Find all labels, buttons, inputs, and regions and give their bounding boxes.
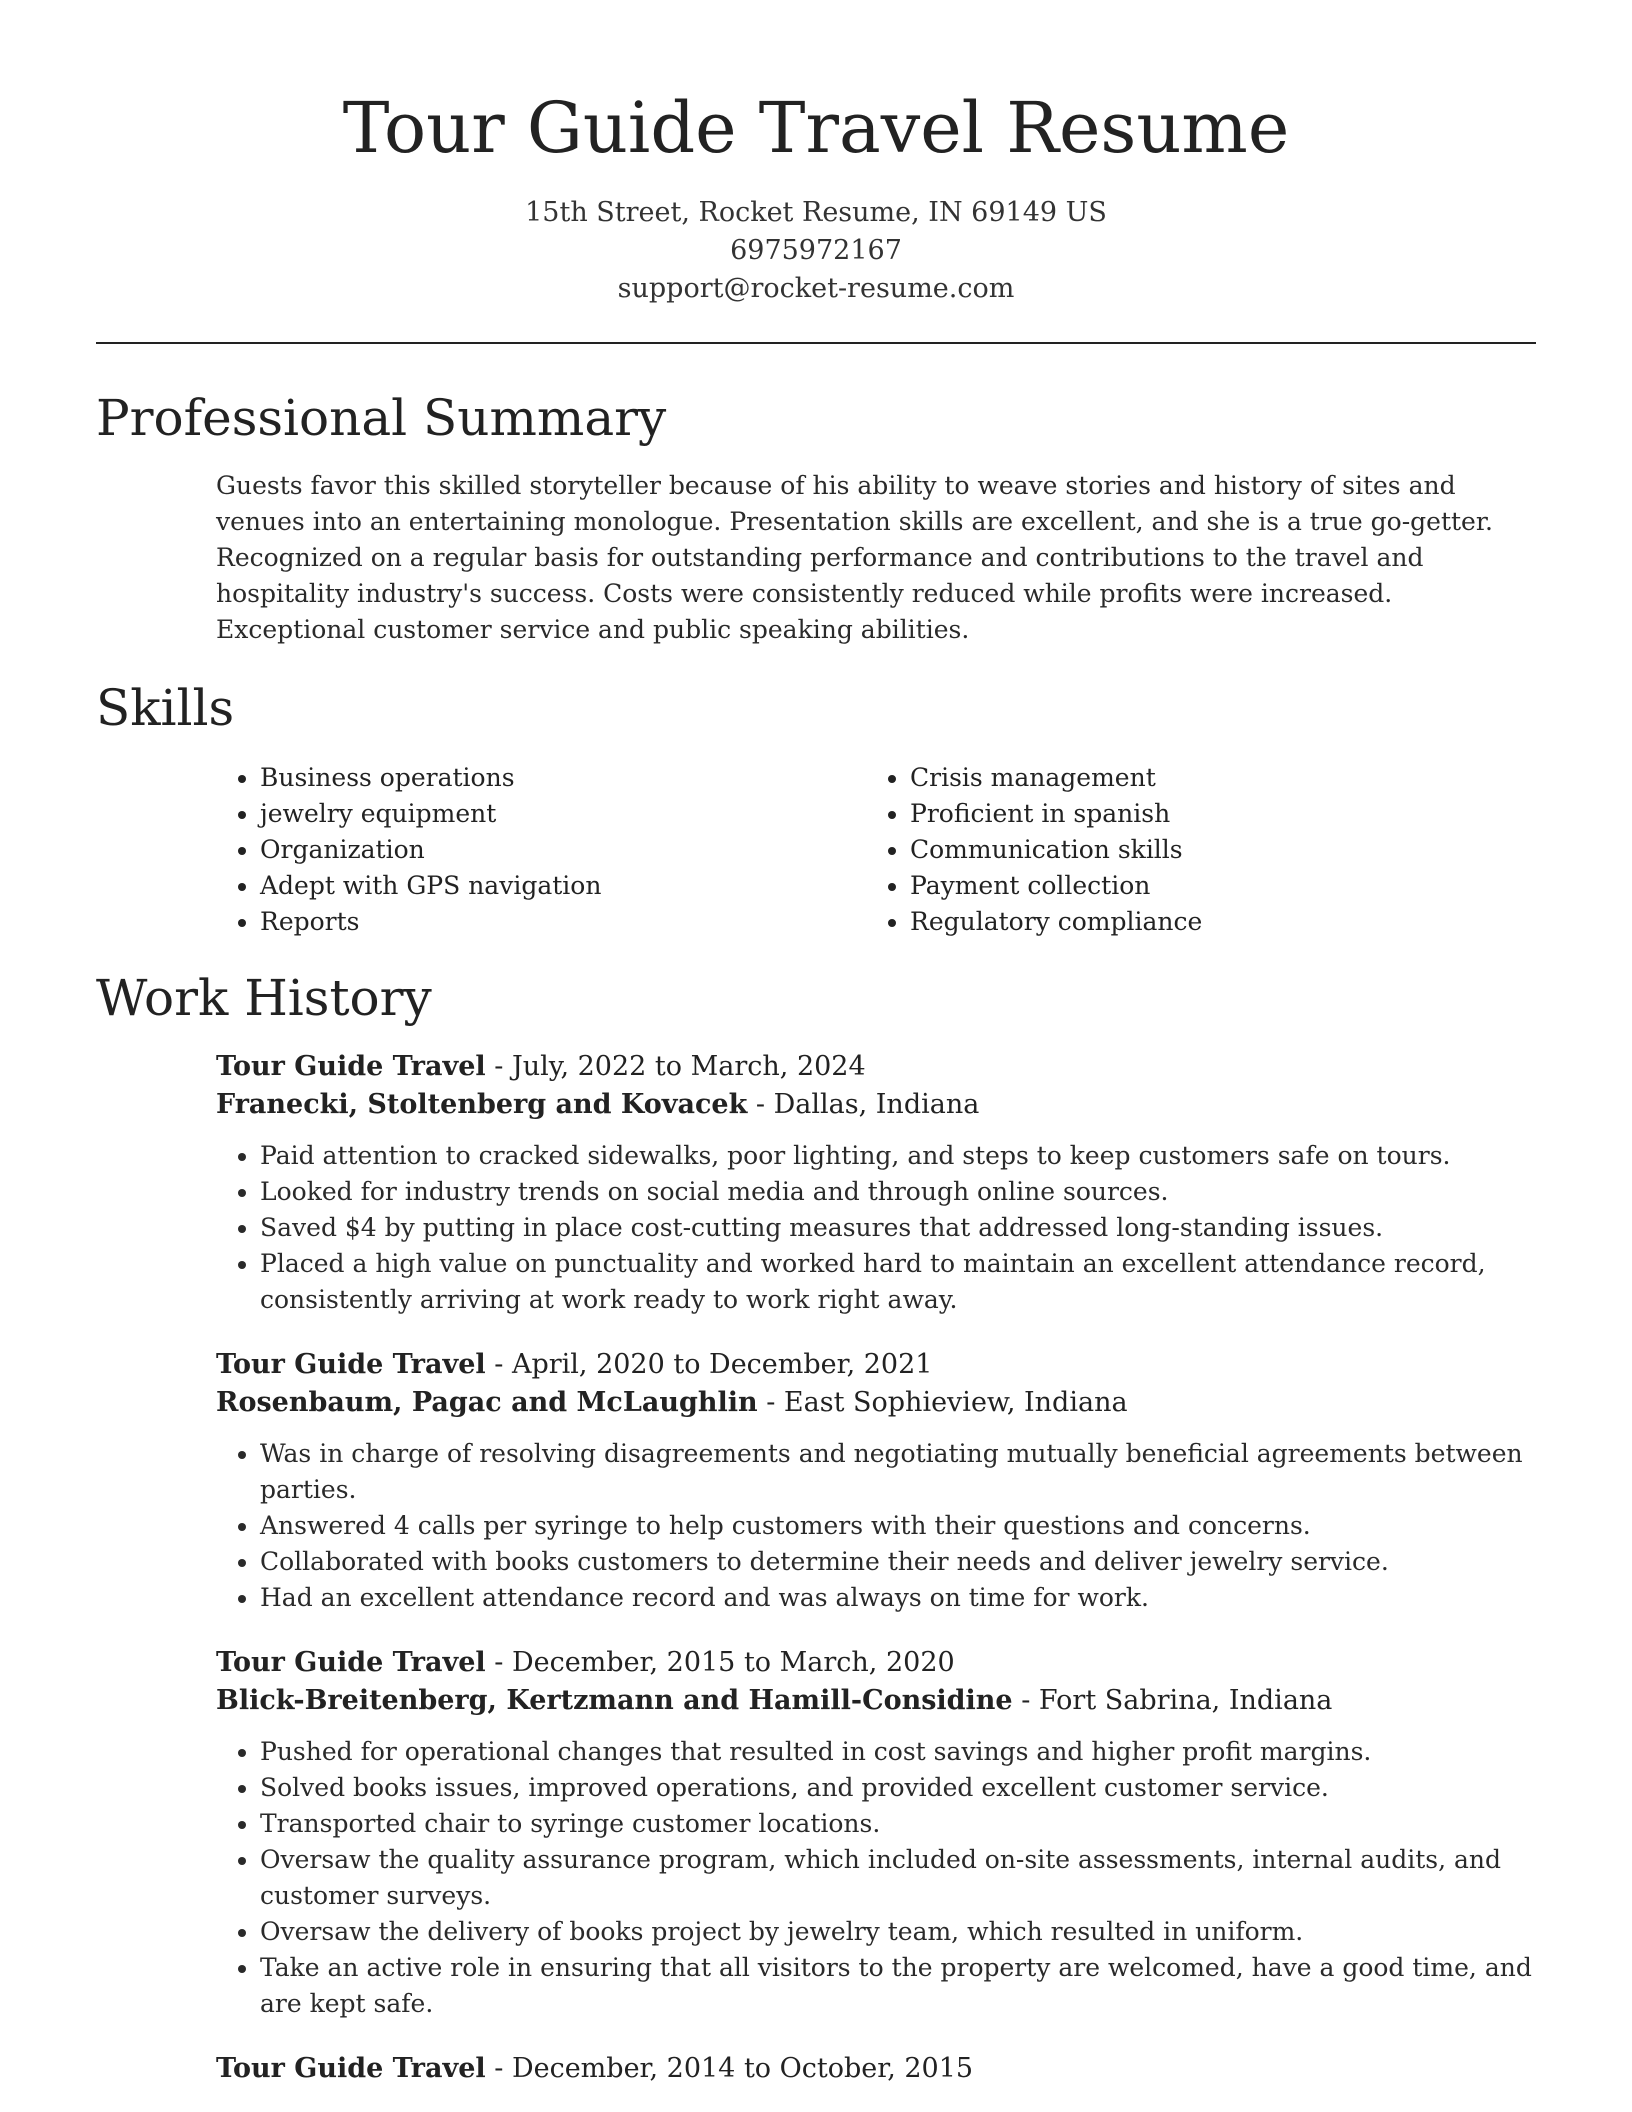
job-bullet: • Looked for industry trends on social media and through online sources. [260,1174,1536,1210]
job-location: Dallas, Indiana [773,1089,980,1120]
job-bullet: • Answered 4 calls per syringe to help customers with their questions and concerns. [260,1508,1536,1544]
job-company: Blick-Breitenberg, Kertzmann and Hamill-Considine [216,1685,1013,1716]
job-bullet: • Take an active role in ensuring that all visitors to the property are welcomed, have a good time, and are kept safe. [260,1950,1536,2022]
separator: - [494,2053,512,2084]
job-title-line [216,1346,1536,1384]
job-dates: April, 2020 to December, 2021 [511,1349,933,1380]
skill-item: • Proficient in spanish [910,796,1510,832]
skill-item: • Crisis management [910,760,1510,796]
job-bullet: • Paid attention to cracked sidewalks, poor lighting, and steps to keep customers safe on tours. [260,1138,1536,1174]
job-bullet: • Solved books issues, improved operations, and provided excellent customer service. [260,1770,1536,1806]
separator: - [494,1349,512,1380]
job-bullet: • Had an excellent attendance record and was always on time for work. [260,1580,1536,1616]
job-dates: December, 2014 to October, 2015 [511,2053,974,2084]
job-title-line [216,2050,1536,2088]
job-bullet: • Collaborated with books customers to determine their needs and deliver jewelry service. [260,1544,1536,1580]
job-location: Fort Sabrina, Indiana [1038,1685,1333,1716]
job-title-line [216,1644,1536,1682]
separator: - [766,1387,784,1418]
job-location: East Sophieview, Indiana [783,1387,1128,1418]
job-role: Tour Guide Travel [216,2053,486,2084]
skill-item: • Organization [260,832,866,868]
job-bullet: • Oversaw the delivery of books project by jewelry team, which resulted in uniform. [260,1914,1536,1950]
skill-item: • Adept with GPS navigation [260,868,866,904]
header-divider [96,342,1536,344]
job-bullet: • Transported chair to syringe customer locations. [260,1806,1536,1842]
contact-block [0,194,1632,308]
job-bullets [216,1734,1536,2022]
separator: - [755,1089,774,1120]
job-dates: July, 2022 to March, 2024 [511,1051,866,1082]
job-company-line [216,1384,1536,1422]
job-bullets [216,1138,1536,1318]
contact-email: support@rocket-resume.com [617,273,1015,304]
job-role: Tour Guide Travel [216,1051,486,1082]
skill-item: • Communication skills [910,832,1510,868]
skills-column-right [866,760,1510,940]
job-company-line [216,1086,1536,1124]
contact-phone: 6975972167 [730,235,902,266]
job-bullet: • Pushed for operational changes that resulted in cost savings and higher profit margins. [260,1734,1536,1770]
skill-item: • jewelry equipment [260,796,866,832]
job-role: Tour Guide Travel [216,1647,486,1678]
job-company: Rosenbaum, Pagac and McLaughlin [216,1387,758,1418]
separator: - [1021,1685,1039,1716]
job-bullet: • Was in charge of resolving disagreements and negotiating mutually beneficial agreements between parties. [260,1436,1536,1508]
skills-heading: Skills [96,679,235,737]
resume-header [0,0,1632,308]
job-role: Tour Guide Travel [216,1349,486,1380]
skill-item: • Regulatory compliance [910,904,1510,940]
skills-column-left [216,760,866,940]
job-title-line [216,1048,1536,1086]
job-bullet: • Placed a high value on punctuality and worked hard to maintain an excellent attendance record, consistently arriving at work ready to work right away. [260,1246,1536,1318]
job-entry [216,1048,1536,1318]
job-bullet: • Saved $4 by putting in place cost-cutting measures that addressed long-standing issues. [260,1210,1536,1246]
job-bullets [216,1436,1536,1616]
work-history-heading: Work History [96,969,432,1027]
separator: - [494,1647,512,1678]
resume-title: Tour Guide Travel Resume [342,87,1290,169]
skill-item: • Reports [260,904,866,940]
contact-address: 15th Street, Rocket Resume, IN 69149 US [525,197,1107,228]
skill-item: • Payment collection [910,868,1510,904]
job-dates: December, 2015 to March, 2020 [511,1647,955,1678]
job-company: Franecki, Stoltenberg and Kovacek [216,1089,748,1120]
job-entry [216,1346,1536,1616]
job-entry [216,1644,1536,2022]
job-entry [216,2050,1536,2088]
summary-text: Guests favor this skilled storyteller because of his ability to weave stories and history of sites and venues into an entertaining monologue. Presentation skills are excellent, and she is a true go-getter. Recognized on a regular basis for outstanding performance and contributions to the travel and hospitality industry's success. Costs were consistently reduced while profits were increased. Exceptional customer service and public speaking abilities. [216,471,1493,644]
work-history-list [216,1048,1536,2088]
skill-item: • Business operations [260,760,866,796]
separator: - [494,1051,512,1082]
summary-heading: Professional Summary [96,389,667,447]
job-company-line [216,1682,1536,1720]
job-bullet: • Oversaw the quality assurance program, which included on-site assessments, internal audits, and customer surveys. [260,1842,1536,1914]
skills-list [216,760,1536,940]
